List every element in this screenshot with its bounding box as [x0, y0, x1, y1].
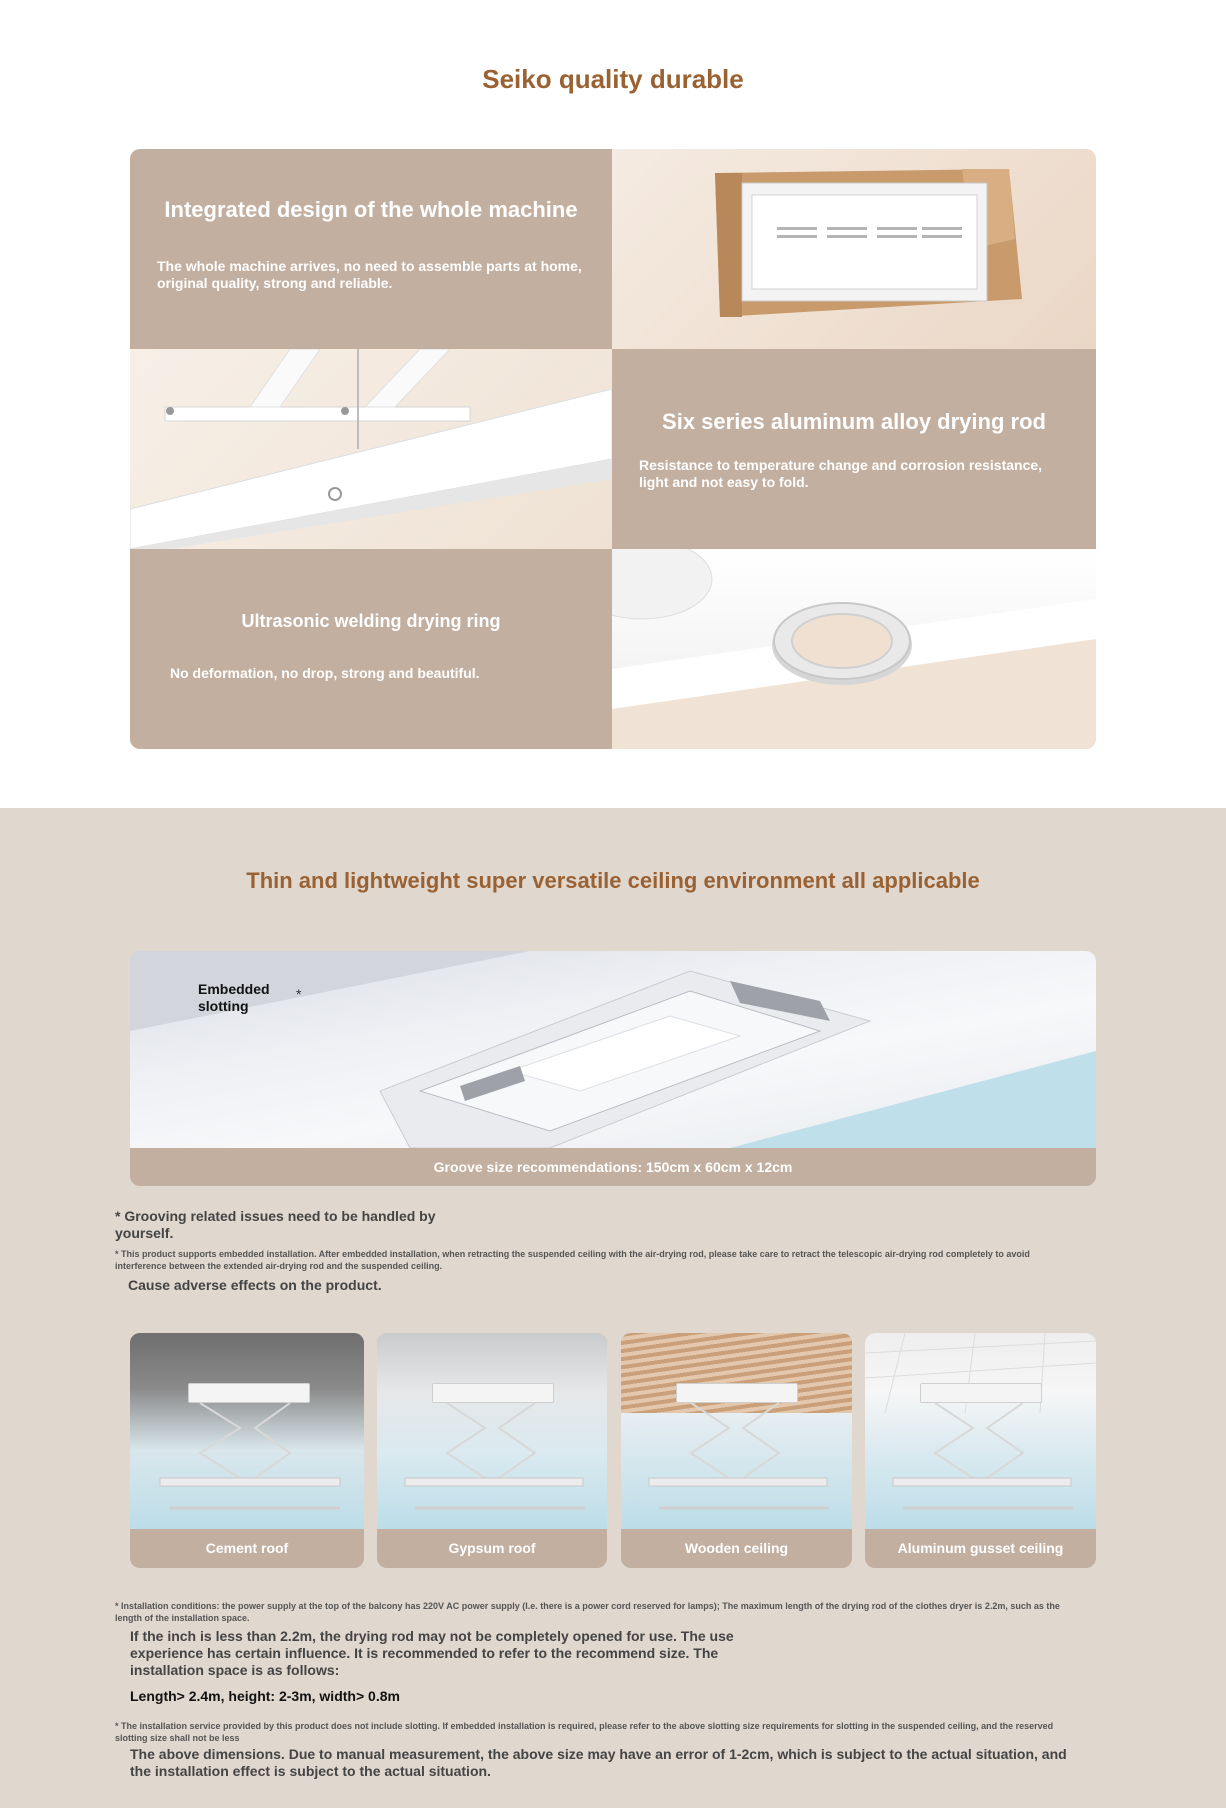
embedded-slotting-label: Embedded slotting	[198, 981, 270, 1014]
section-title-quality: Seiko quality durable	[482, 64, 744, 94]
feature-welding-ring	[130, 549, 612, 749]
ceiling-card-label: Wooden ceiling	[684, 1540, 789, 1556]
aluminum-ceiling-photo	[865, 1333, 1096, 1529]
gypsum-roof-photo	[377, 1333, 607, 1529]
measurement-error-note: The above dimensions. Due to manual measurement, the above size may have an error of 1-2cm, which is subject to the actual situation, and the installation effect is subject to the actual situation.	[130, 1746, 1067, 1779]
drying-rod-illustration	[130, 349, 612, 549]
boxed-machine-illustration	[612, 149, 1096, 349]
asterisk-mark: *	[296, 986, 302, 1002]
drying-rod-length-note: If the inch is less than 2.2m, the drying rod may not be completely opened for use. The use experience has certain influence. It is recommended to refer to the recommend size. The installation space is as follows:	[130, 1628, 734, 1678]
feature-title: Six series aluminum alloy drying rod	[662, 409, 1046, 434]
feature-aluminum-rod	[612, 349, 1096, 549]
feature-title: Ultrasonic welding drying ring	[241, 611, 501, 631]
ceiling-card-aluminum	[865, 1333, 1096, 1568]
slotting-service-fineprint: * The installation service provided by this product does not include slotting. If embedded installation is required, please refer to the above slotting size requirements for slotting in the suspended ceiling, and the reserved slotting size shall not be less	[115, 1721, 1054, 1743]
grooving-note: * Grooving related issues need to be handled by yourself.	[115, 1208, 436, 1241]
wooden-ceiling-photo	[621, 1333, 852, 1529]
embedded-slotting-banner	[130, 951, 1096, 1186]
installation-conditions-fineprint: * Installation conditions: the power supply at the top of the balcony has 220V AC power supply (I.e. there is a power cord reserved for lamps); The maximum length of the drying rod of the clothes dryer is 2.2m, such as the length of the installation space.	[115, 1601, 1060, 1623]
section-title-ceiling: Thin and lightweight super versatile ceiling environment all applicable	[246, 868, 980, 893]
boxed-machine-photo	[612, 149, 1096, 349]
installation-dimensions: Length> 2.4m, height: 2-3m, width> 0.8m	[130, 1688, 400, 1704]
ceiling-card-label: Gypsum roof	[448, 1540, 536, 1556]
feature-title: Integrated design of the whole machine	[164, 197, 578, 222]
embedded-install-fineprint: * This product supports embedded installation. After embedded installation, when retracting the suspended ceiling with the air-drying rod, please take care to retract the telescopic air-drying rod completely to avoid interference between the extended air-drying rod and the suspended ceiling.	[115, 1249, 1030, 1271]
groove-size-caption: Groove size recommendations: 150cm x 60cm x 12cm	[433, 1159, 793, 1175]
adverse-effects-note: Cause adverse effects on the product.	[128, 1277, 382, 1293]
ceiling-card-gypsum	[377, 1333, 607, 1568]
feature-desc: No deformation, no drop, strong and beautiful.	[170, 665, 480, 681]
feature-grid	[130, 149, 1096, 749]
embedded-slotting-photo	[130, 951, 1096, 1148]
ceiling-card-label: Aluminum gusset ceiling	[897, 1540, 1064, 1556]
feature-desc: The whole machine arrives, no need to assemble parts at home, original quality, strong and reliable.	[157, 258, 582, 291]
ceiling-card-cement	[130, 1333, 364, 1568]
ceiling-card-wooden	[621, 1333, 852, 1568]
cement-roof-photo	[130, 1333, 364, 1529]
feature-integrated-design	[130, 149, 612, 349]
drying-ring-illustration	[612, 549, 1096, 749]
drying-rod-photo	[130, 349, 612, 549]
feature-desc: Resistance to temperature change and corrosion resistance, light and not easy to fold.	[639, 457, 1043, 490]
ceiling-card-label: Cement roof	[205, 1540, 289, 1556]
drying-ring-photo	[612, 549, 1096, 749]
